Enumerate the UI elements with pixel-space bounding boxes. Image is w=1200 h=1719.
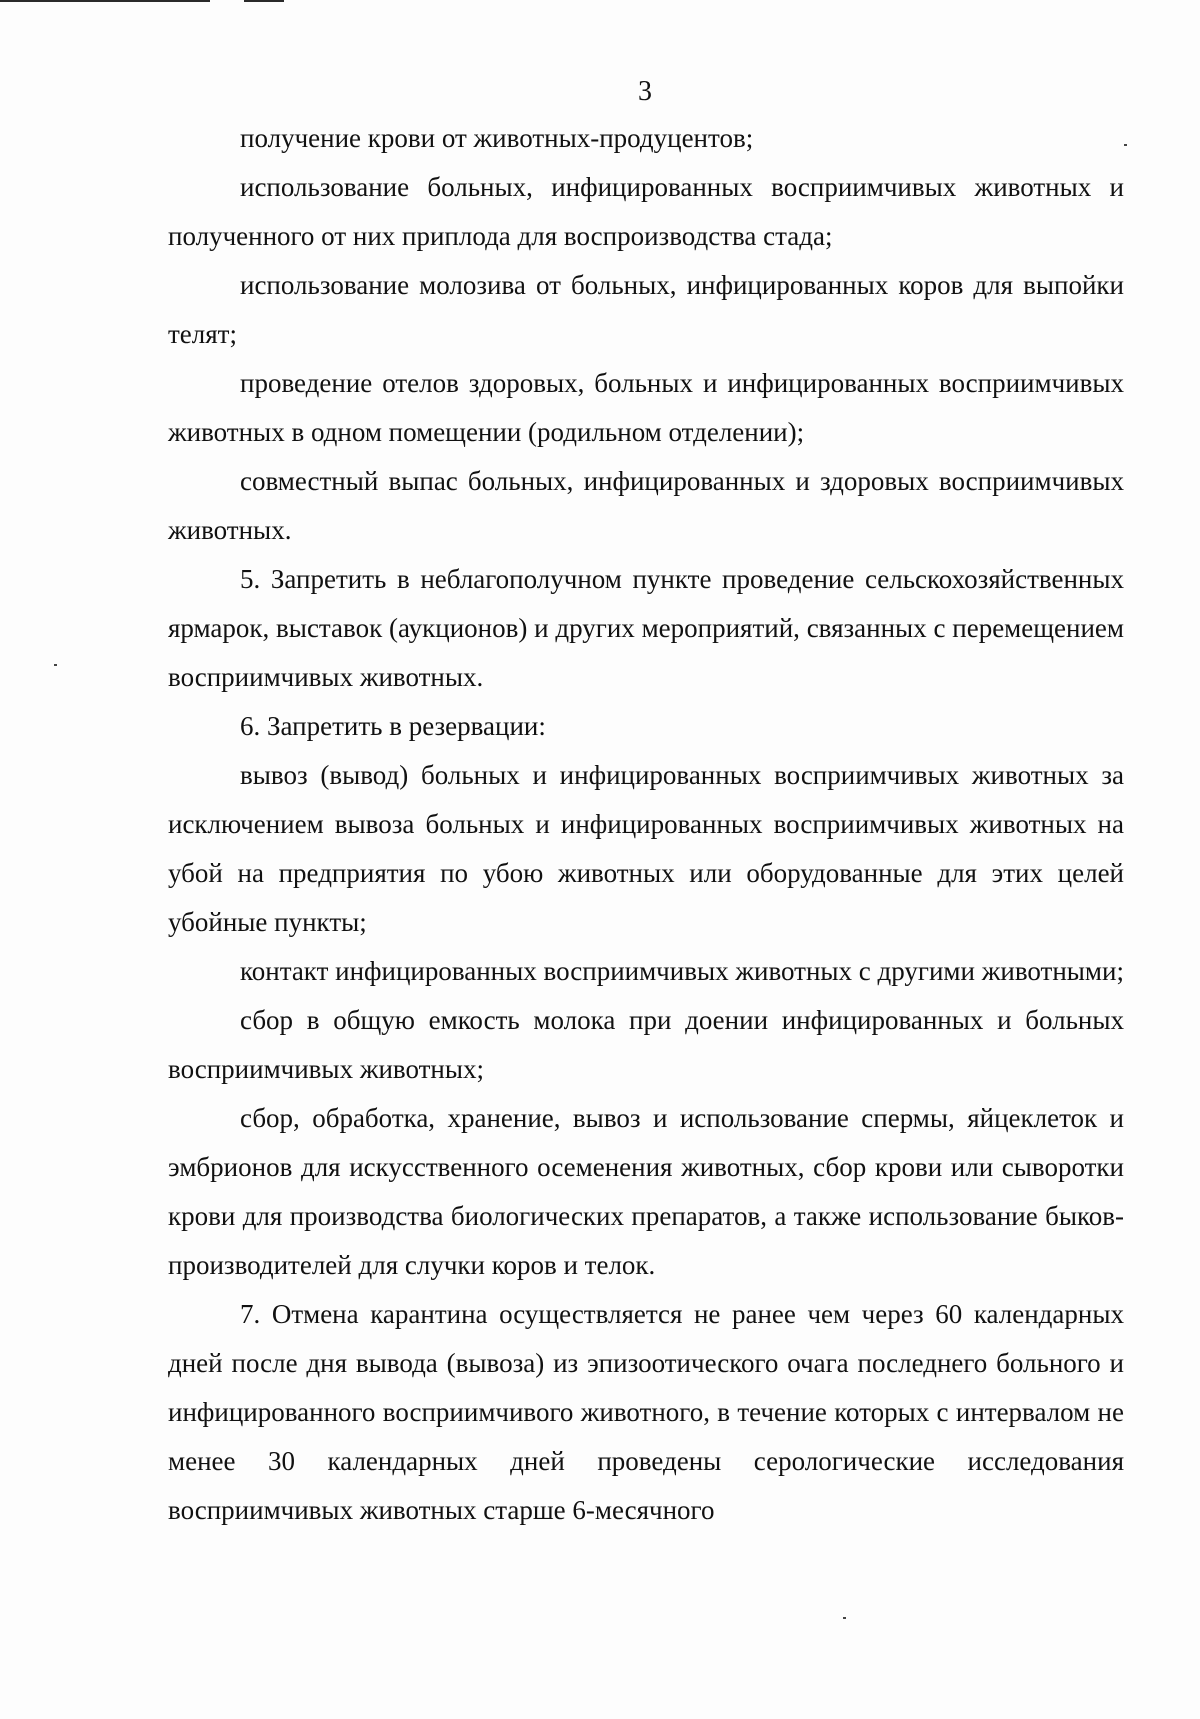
scan-speck bbox=[54, 664, 57, 666]
paragraph: сбор, обработка, хранение, вывоз и использование спермы, яйцеклеток и эмбрионов для искусственного осеменения животных, сбор крови или сыворотки крови для производства биологических препаратов, а также использование быков-производителей для случки коров и телок. bbox=[168, 1103, 1124, 1280]
scan-edge-line bbox=[0, 0, 210, 2]
paragraph: сбор в общую емкость молока при доении инфицированных и больных восприимчивых животных; bbox=[168, 1005, 1124, 1084]
document-body bbox=[168, 114, 1124, 1535]
scan-edge-line bbox=[244, 0, 284, 2]
paragraph: контакт инфицированных восприимчивых животных с другими животными; bbox=[240, 956, 1124, 986]
paragraph: использование больных, инфицированных восприимчивых животных и полученного от них приплода для воспроизводства стада; bbox=[168, 172, 1124, 251]
paragraph: получение крови от животных-продуцентов; bbox=[240, 123, 754, 153]
paragraph: вывоз (вывод) больных и инфицированных восприимчивых животных за исключением вывоза больных и инфицированных восприимчивых животных на убой на предприятия по убою животных или оборудованные для этих целей убойные пункты; bbox=[168, 760, 1124, 937]
paragraph: проведение отелов здоровых, больных и инфицированных восприимчивых животных в одном помещении (родильном отделении); bbox=[168, 368, 1124, 447]
paragraph: совместный выпас больных, инфицированных и здоровых восприимчивых животных. bbox=[168, 466, 1124, 545]
scan-speck bbox=[1124, 144, 1127, 146]
scan-speck bbox=[843, 1617, 846, 1619]
page-number: 3 bbox=[638, 76, 652, 107]
paragraph: 5. Запретить в неблагополучном пункте проведение сельскохозяйственных ярмарок, выставок (аукционов) и других мероприятий, связанных с перемещением восприимчивых животных. bbox=[168, 564, 1124, 692]
paragraph: 6. Запретить в резервации: bbox=[240, 711, 546, 741]
paragraph: использование молозива от больных, инфицированных коров для выпойки телят; bbox=[168, 270, 1124, 349]
paragraph: 7. Отмена карантина осуществляется не ранее чем через 60 календарных дней после дня вывода (вывоза) из эпизоотического очага последнего больного и инфицированного восприимчивого животного, в течение которых с интервалом не менее 30 календарных дней проведены серологические исследования восприимчивых животных старше 6-месячного bbox=[168, 1299, 1124, 1525]
